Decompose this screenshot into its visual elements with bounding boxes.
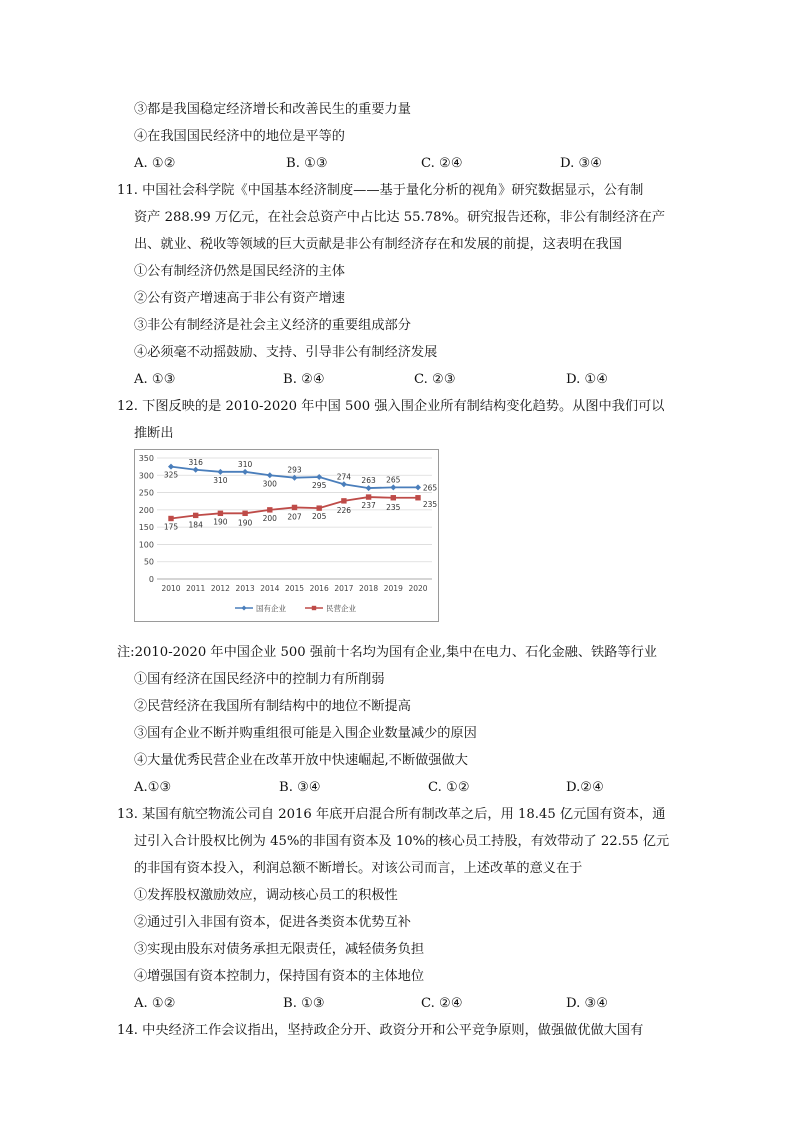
- q13-statement-4: ④增强国有资本控制力，保持国有资本的主体地位: [134, 969, 425, 984]
- q11-option-a: A. ①③: [134, 372, 176, 387]
- ownership-trend-chart: [134, 449, 439, 622]
- x-tick-label-2011: 2011: [186, 584, 206, 593]
- q11-option-d: D. ①④: [566, 372, 609, 387]
- q11-statement-3: ③非公有制经济是社会主义经济的重要组成部分: [134, 318, 411, 333]
- series-1-label-2015: 207: [287, 512, 302, 522]
- series-1-label-2010: 175: [163, 522, 179, 532]
- q12-option-c: C. ①②: [428, 780, 470, 795]
- q11-statement-2: ②公有资产增速高于非公有资产增速: [134, 291, 345, 306]
- legend-label-0: 国有企业: [256, 604, 286, 613]
- series-0-point-2010: [168, 464, 174, 470]
- q11-stem-line-1: 11. 中国社会科学院《中国基本经济制度——基于量化分析的视角》研究数据显示，公有制: [117, 183, 644, 198]
- y-tick-label-350: 350: [138, 454, 154, 463]
- series-1-label-2013: 190: [237, 518, 253, 528]
- q12-statement-1: ①国有经济在国民经济中的控制力有所削弱: [134, 672, 385, 687]
- y-tick-label-0: 0: [148, 575, 154, 584]
- series-1-point-2013: [242, 511, 247, 516]
- q13-option-d: D. ③④: [566, 996, 609, 1011]
- q13-option-c: C. ②④: [421, 996, 463, 1011]
- legend-label-1: 民营企业: [326, 604, 356, 613]
- q11-stem-line-2: 资产 288.99 万亿元，在社会总资产中占比达 55.78%。研究报告还称，非公有制经济在产: [134, 210, 665, 225]
- q10-option-c: C. ②④: [421, 156, 463, 171]
- q11-option-c: C. ②③: [414, 372, 456, 387]
- series-1-point-2010: [168, 516, 173, 521]
- series-0-point-2011: [193, 467, 199, 473]
- series-0-point-2013: [242, 469, 248, 475]
- series-0-label-2014: 300: [262, 479, 277, 489]
- series-1-point-2016: [317, 505, 322, 510]
- q12-statement-3: ③国有企业不断并购重组很可能是入围企业数量减少的原因: [134, 726, 477, 741]
- q12-option-a: A.①③: [134, 780, 172, 795]
- q13-stem-line-2: 过引入合计股权比例为 45%的非国有资本及 10%的核心员工持股，有效带动了 22.55 亿元: [134, 834, 670, 849]
- series-1-label-2012: 190: [213, 517, 228, 527]
- q13-statement-2: ②通过引入非国有资本，促进各类资本优势互补: [134, 915, 411, 930]
- q13-statement-1: ①发挥股权激励效应，调动核心员工的积极性: [134, 888, 398, 903]
- y-tick-label-200: 200: [138, 505, 154, 515]
- x-tick-label-2017: 2017: [334, 584, 354, 593]
- series-1-point-2015: [292, 505, 297, 510]
- q13-option-a: A. ①②: [134, 996, 176, 1011]
- x-tick-label-2016: 2016: [309, 584, 329, 593]
- series-1-point-2012: [218, 511, 223, 516]
- legend-marker-0: [242, 606, 247, 611]
- series-0-label-2016: 295: [312, 481, 327, 491]
- x-tick-label-2012: 2012: [210, 584, 230, 593]
- q13-statement-3: ③实现由股东对债务承担无限责任，减轻债务负担: [134, 942, 425, 957]
- q13-stem-line-1: 13. 某国有航空物流公司自 2016 年底开启混合所有制改革之后，用 18.45 亿元国有资本，通: [117, 807, 666, 822]
- legend-marker-1: [312, 606, 316, 610]
- q11-statement-4: ④必须毫不动摇鼓励、支持、引导非公有制经济发展: [134, 345, 438, 360]
- series-0-label-2015: 293: [287, 465, 302, 475]
- series-0-label-2012: 310: [213, 475, 228, 485]
- q12-option-b: B. ③④: [279, 780, 321, 795]
- series-1-point-2017: [341, 498, 346, 503]
- q11-statement-1: ①公有制经济仍然是国民经济的主体: [134, 264, 345, 279]
- q12-stem-line-1: 12. 下图反映的是 2010-2020 年中国 500 强入围企业所有制结构变化趋势。从图中我们可以: [117, 399, 665, 414]
- series-1-label-2011: 184: [188, 520, 203, 530]
- q10-statement-4: ④在我国国民经济中的地位是平等的: [134, 129, 345, 144]
- y-tick-label-100: 100: [138, 540, 154, 550]
- q11-option-b: B. ②④: [283, 372, 325, 387]
- series-0-label-2017: 274: [336, 472, 352, 482]
- x-tick-label-2013: 2013: [235, 584, 255, 593]
- series-1-point-2019: [391, 495, 396, 500]
- q10-option-a: A. ①②: [134, 156, 176, 171]
- q12-statement-4: ④大量优秀民营企业在改革开放中快速崛起,不断做强做大: [134, 753, 468, 768]
- series-1-point-2020: [415, 495, 420, 500]
- series-0-point-2019: [390, 484, 396, 490]
- y-tick-label-50: 50: [143, 557, 154, 567]
- series-0-point-2018: [366, 485, 372, 491]
- series-0-point-2014: [267, 472, 273, 478]
- series-1-label-2018: 237: [361, 501, 376, 511]
- q12-option-d: D.②④: [566, 780, 604, 795]
- series-0-label-2020: 265: [422, 483, 438, 493]
- q12-statement-2: ②民营经济在我国所有制结构中的地位不断提高: [134, 699, 411, 714]
- series-0-label-2013: 310: [237, 459, 253, 469]
- series-1-point-2014: [267, 507, 272, 512]
- y-tick-label-150: 150: [138, 523, 154, 533]
- q10-option-b: B. ①③: [286, 156, 328, 171]
- series-0-point-2012: [217, 469, 223, 475]
- series-0-label-2018: 263: [361, 476, 376, 486]
- series-0-label-2019: 265: [386, 475, 401, 485]
- x-tick-label-2020: 2020: [408, 584, 428, 593]
- series-0-point-2020: [415, 484, 421, 490]
- q12-stem-line-2: 推断出: [134, 426, 174, 441]
- q12-note: 注:2010-2020 年中国企业 500 强前十名均为国有企业,集中在电力、石化金融、铁路等行业: [117, 645, 657, 660]
- series-1-label-2016: 205: [312, 512, 327, 522]
- x-tick-label-2010: 2010: [161, 584, 181, 593]
- q13-stem-line-3: 的非国有资本投入，利润总额不断增长。对该公司而言，上述改革的意义在于: [134, 861, 583, 876]
- series-1-label-2017: 226: [336, 505, 352, 515]
- x-tick-label-2014: 2014: [260, 584, 280, 593]
- x-tick-label-2019: 2019: [383, 584, 403, 593]
- q13-option-b: B. ①③: [283, 996, 325, 1011]
- series-1-point-2018: [366, 494, 371, 499]
- y-tick-label-250: 250: [138, 488, 154, 498]
- q11-stem-line-3: 出、就业、税收等领域的巨大贡献是非公有制经济存在和发展的前提，这表明在我国: [134, 237, 622, 252]
- series-0-label-2011: 316: [188, 457, 203, 467]
- y-tick-label-300: 300: [138, 471, 154, 481]
- series-0-point-2017: [341, 481, 347, 487]
- series-0-label-2010: 325: [163, 470, 179, 480]
- q10-statement-3: ③都是我国稳定经济增长和改善民生的重要力量: [134, 102, 411, 117]
- series-1-point-2011: [193, 513, 198, 518]
- x-tick-label-2015: 2015: [284, 584, 305, 593]
- q14-stem-line-1: 14. 中央经济工作会议指出，坚持政企分开、政资分开和公平竞争原则，做强做优做大国有: [117, 1023, 644, 1038]
- series-1-label-2020: 235: [422, 499, 438, 509]
- q10-option-d: D. ③④: [560, 156, 603, 171]
- x-tick-label-2018: 2018: [359, 584, 379, 593]
- series-1-label-2014: 200: [262, 513, 277, 523]
- chart-svg: [135, 450, 438, 621]
- series-1-label-2019: 235: [386, 502, 401, 512]
